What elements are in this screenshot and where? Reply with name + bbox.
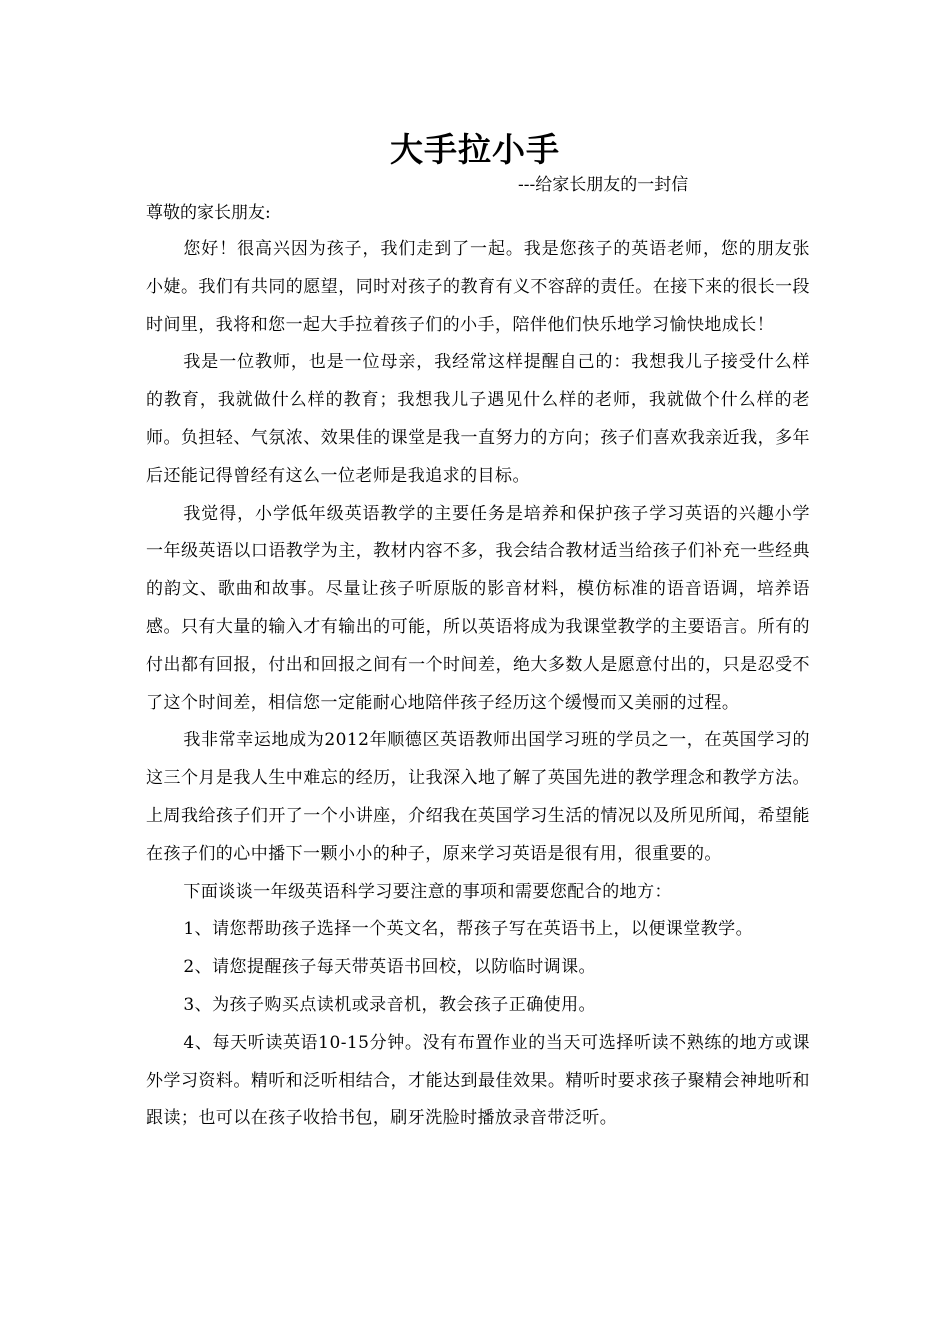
letter-body xyxy=(146,231,810,1138)
page-title: 大手拉小手 xyxy=(390,130,560,169)
paragraph-uk-study: 我非常幸运地成为2012年顺德区英语教师出国学习班的学员之一，在英国学习的这三个月是我人生中难忘的经历，让我深入地了解了英国先进的教学理念和教学方法。上周我给孩子们开了一个小讲座，介绍我在英国学习生活的情况以及所见所闻，希望能在孩子们的心中播下一颗小小的种子，原来学习英语是很有用，很重要的。 xyxy=(146,730,810,864)
list-item-daily-listening: 4、每天听读英语10-15分钟。没有布置作业的当天可选择听读不熟练的地方或课外学习资料。精听和泛听相结合，才能达到最佳效果。精听时要求孩子聚精会神地听和跟读；也可以在孩子收拾书包，刷牙洗脸时播放录音带泛听。 xyxy=(146,1032,810,1129)
subtitle: ---给家长朋友的一封信 xyxy=(518,175,689,195)
paragraph-greeting: 您好！很高兴因为孩子，我们走到了一起。我是您孩子的英语老师，您的朋友张小婕。我们有共同的愿望，同时对孩子的教育有义不容辞的责任。在接下来的很长一段时间里，我将和您一起大手拉着孩子们的小手，陪伴他们快乐地学习愉快地成长！ xyxy=(146,239,810,335)
list-item-reading-device: 3、为孩子购买点读机或录音机，教会孩子正确使用。 xyxy=(183,994,597,1015)
list-item-english-name: 1、请您帮助孩子选择一个英文名，帮孩子写在英语书上，以便课堂教学。 xyxy=(183,919,754,940)
paragraph-notes-intro: 下面谈谈一年级英语科学习要注意的事项和需要您配合的地方： xyxy=(183,881,672,902)
paragraph-teaching-goals: 我觉得，小学低年级英语教学的主要任务是培养和保护孩子学习英语的兴趣小学一年级英语以口语教学为主，教材内容不多，我会结合教材适当给孩子们补充一些经典的韵文、歌曲和故事。尽量让孩子听原版的影音材料，模仿标准的语音语调，培养语感。只有大量的输入才有输出的可能，所以英语将成为我课堂教学的主要语言。所有的付出都有回报，付出和回报之间有一个时间差，绝大多数人是愿意付出的，只是忍受不了这个时间差，相信您一定能耐心地陪伴孩子经历这个缓慢而又美丽的过程。 xyxy=(146,503,810,713)
list-item-bring-book: 2、请您提醒孩子每天带英语书回校，以防临时调课。 xyxy=(183,957,597,978)
paragraph-teacher-mother: 我是一位教师，也是一位母亲，我经常这样提醒自己的：我想我儿子接受什么样的教育，我就做什么样的教育；我想我儿子遇见什么样的老师，我就做个什么样的老师。负担轻、气氛浓、效果佳的课堂是我一直努力的方向；孩子们喜欢我亲近我，多年后还能记得曾经有这么一位老师是我追求的目标。 xyxy=(146,352,810,486)
salutation: 尊敬的家长朋友: xyxy=(146,203,271,223)
